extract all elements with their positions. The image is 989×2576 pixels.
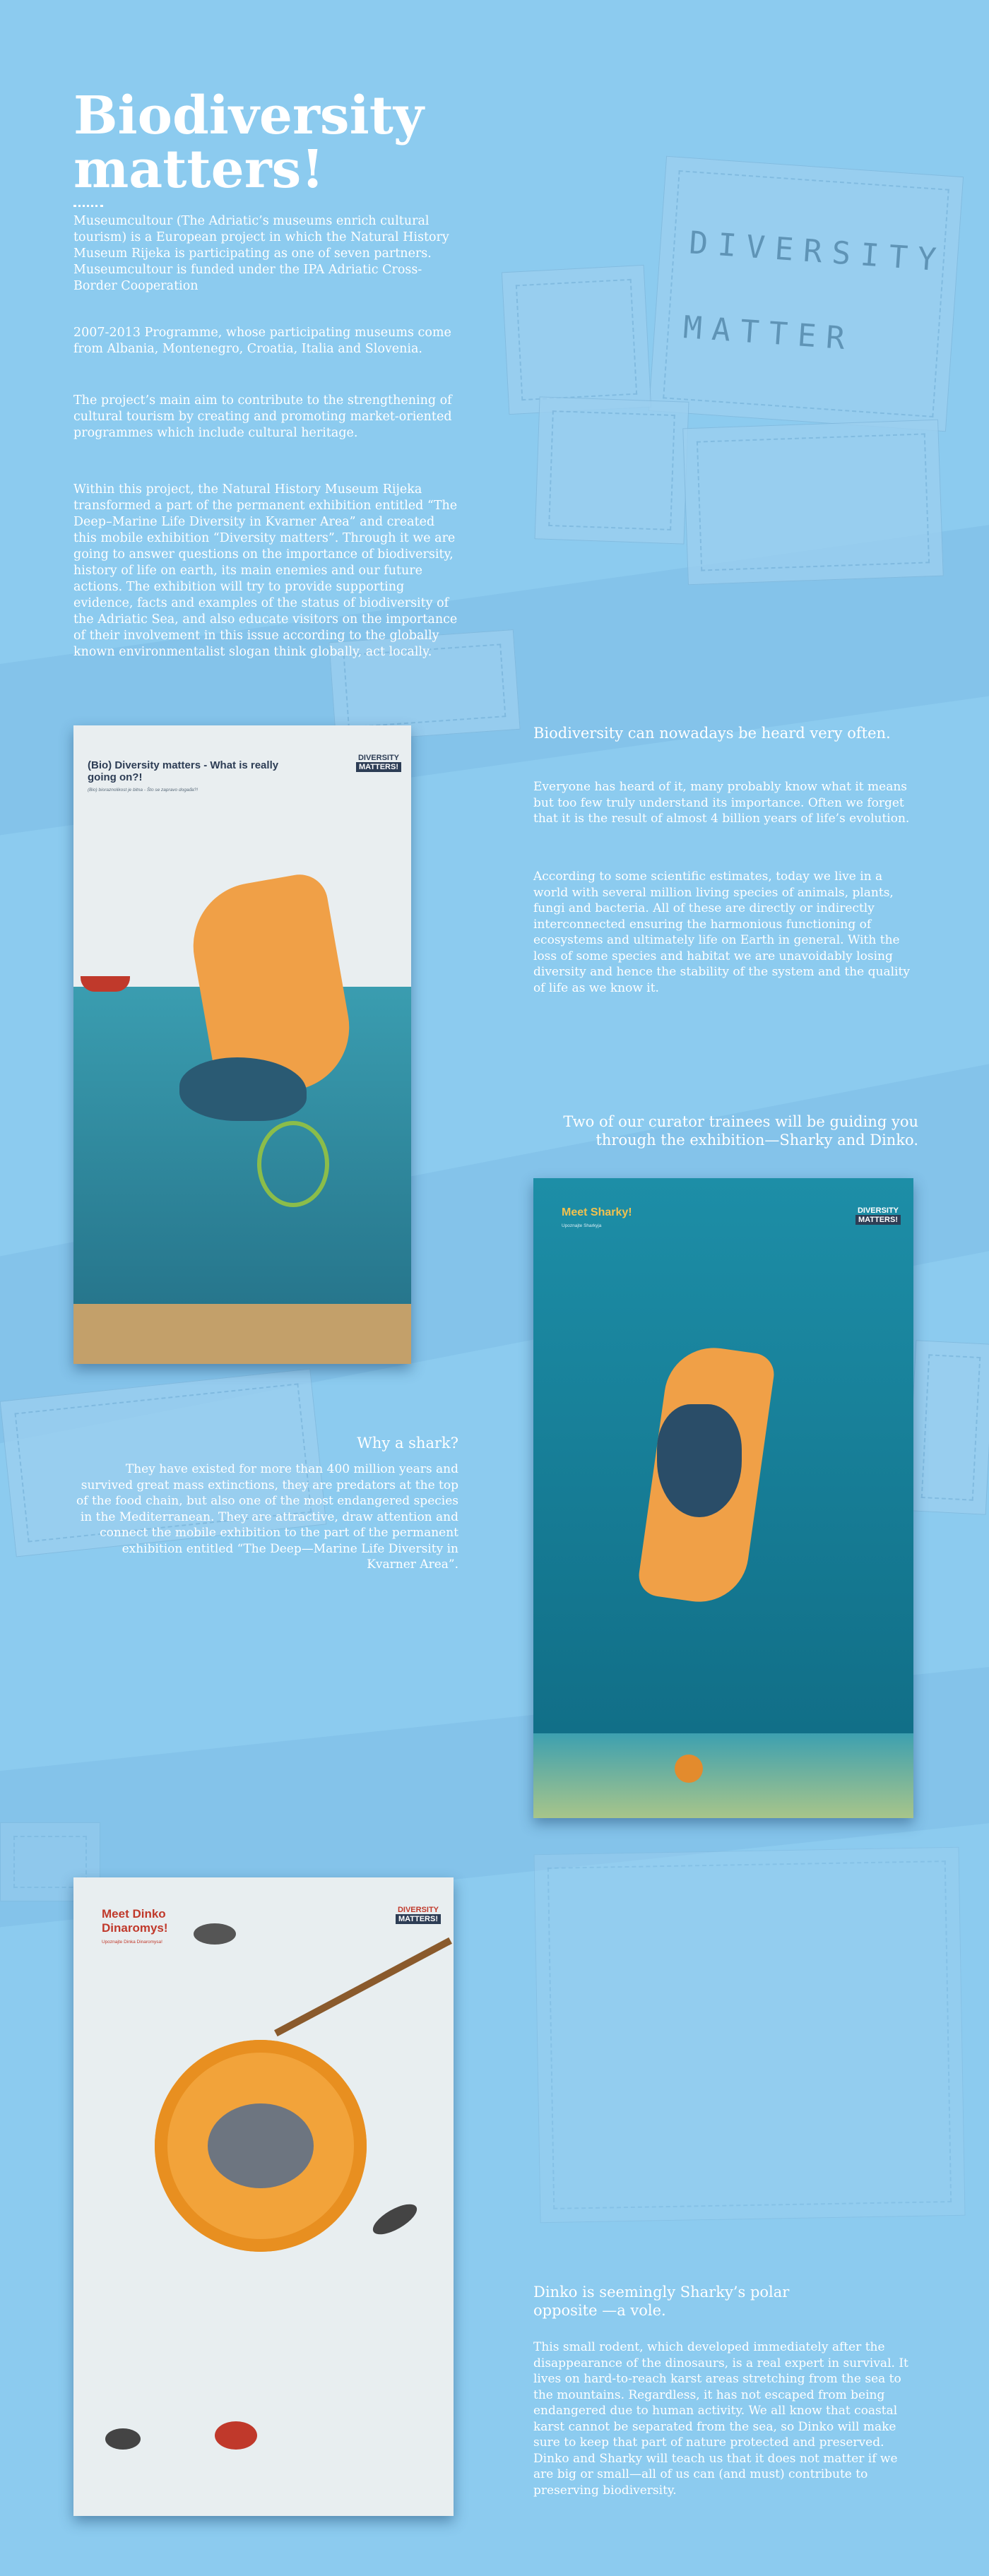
sketch-lettering — [649, 156, 964, 432]
poster-meet-dinko — [73, 1877, 454, 2516]
sketch-thumbnail — [502, 265, 651, 415]
diversity-matters-badge — [356, 754, 401, 772]
poster-title-line1: Meet Dinko — [102, 1907, 166, 1921]
shark-heading: Why a shark? — [357, 1435, 458, 1452]
poster-diversity-matters — [73, 725, 411, 1364]
poster-subtitle: Upoznajte Dinka Dinaromysa! — [102, 1940, 162, 1945]
branch-illustration — [274, 1937, 452, 2036]
intro-paragraph-2: 2007-2013 Programme, whose participating museums come from Albania, Montenegro, Croatia, Italia and Slovenia. — [73, 326, 451, 356]
poster-meet-sharky — [533, 1178, 913, 1818]
badge-bottom: MATTERS! — [356, 762, 401, 772]
diver-helmet-illustration — [675, 1755, 703, 1783]
sketch-thumbnail — [682, 420, 944, 585]
ship-illustration — [81, 976, 130, 992]
diversity-matters-badge — [855, 1206, 901, 1225]
poster-title: (Bio) Diversity matters - What is really going on?! — [88, 759, 279, 783]
biodiversity-heading: Biodiversity can nowadays be heard very often. — [533, 725, 891, 742]
dinko-paragraph: This small rodent, which developed immediately after the disappearance of the dinosaurs, is a real expert in survival. It lives on hard-to-reach karst areas stretching from the sea to the mountains. Regardless, it has not escaped from being endangered due to human activity. We all know that coastal karst cannot be separated from the sea, so Dinko will make sure to keep that part of nature protected and preserved. Dinko and Sharky will teach us that it does not matter if we are big or small—all of us can (and must) contribute to preserving biodiversity. — [533, 2340, 908, 2498]
diversity-matters-badge — [396, 1906, 441, 1924]
poster-subtitle: (Bio) bioraznolikost je bitna - Što se zapravo događa?! — [88, 788, 199, 793]
page-title-line1: Biodiversity — [73, 85, 424, 146]
intro-paragraph-4: Within this project, the Natural History Museum Rijeka transformed a part of the permanent exhibition entitled “The Deep–Marine Life Diversity in Kvarner Area” and created this mobile exhibition “Diversity matters”. Through it we are going to answer questions on the importance of biodiversity, history of life on earth, its main enemies and our future actions. The exhibition will try to provide supporting evidence, facts and examples of the status of biodiversity of the Adriatic Sea, and also educate visitors on the importance of their involvement in this issue according to the globally known environmentalist slogan think globally, act locally. — [73, 482, 458, 659]
poster-title — [102, 1907, 168, 1935]
biodiversity-paragraph-2: According to some scientific estimates, today we live in a world with several million living species of animals, plants, fungi and bacteria. All of these are directly or indirectly interconnected ensuring the harmonious functioning of ecosystems and ultimately life on Earth in general. With the loss of some species and habitat we are unavoidably losing diversity and hence the stability of the system and the quality of life as we know it. — [533, 869, 910, 995]
biodiversity-paragraph-1: Everyone has heard of it, many probably know what it means but too few truly understand its importance. Often we forget that it is the result of almost 4 billion years of life’s evolution. — [533, 780, 910, 826]
title-divider — [73, 205, 103, 207]
intro-paragraph-1: Museumcultour (The Adriatic’s museums enrich cultural tourism) is a European project in which the Natural History Museum Rijeka is participating as one of seven partners. Museumcultour is funded under the IPA Adriatic Cross-Border Cooperation — [73, 214, 449, 293]
shark-paragraph: They have existed for more than 400 million years and survived great mass extinctions, they are predators at the top of the food chain, but also one of the most endangered species in the Mediterranean. They are attractive, draw attention and connect the mobile exhibition to the part of the permanent exhibition entitled “The Deep—Marine Life Diversity in Kvarner Area”. — [76, 1462, 458, 1572]
sketch-thumbnail — [535, 396, 689, 544]
poster-title-line2: Dinaromys! — [102, 1921, 168, 1935]
badge-top: DIVERSITY — [857, 1206, 899, 1215]
bird-illustration — [194, 1923, 236, 1945]
dinko-heading: Dinko is seemingly Sharky’s polar opposite —a vole. — [533, 2284, 790, 2319]
poster-seafloor — [73, 1304, 411, 1364]
badge-bottom: MATTERS! — [396, 1914, 441, 1924]
sketch-lettering-text: DIVERSITY MATTER — [682, 225, 947, 357]
page-title — [73, 85, 424, 200]
sketch-thumbnail — [907, 1340, 989, 1515]
bird-illustration — [369, 2198, 422, 2240]
vole-illustration — [208, 2103, 314, 2188]
intro-paragraph-3: The project’s main aim to contribute to the strengthening of cultural tourism by creating and promoting market-oriented programmes which include cultural heritage. — [73, 393, 452, 440]
badge-top: DIVERSITY — [397, 1906, 439, 1914]
poster-seafloor — [533, 1733, 913, 1818]
badge-bottom: MATTERS! — [855, 1215, 901, 1225]
bird-illustration — [215, 2421, 257, 2450]
lizard-illustration — [257, 1121, 329, 1207]
curators-heading: Two of our curator trainees will be guiding you through the exhibition—Sharky and Dinko. — [563, 1113, 918, 1148]
shark-illustration — [657, 1404, 742, 1517]
poster-title: Meet Sharky! — [562, 1206, 632, 1218]
bird-illustration — [105, 2428, 141, 2450]
sketch-dinko — [533, 1847, 965, 2223]
badge-top: DIVERSITY — [357, 754, 400, 762]
poster-subtitle: Upoznajte Sharkyja — [562, 1223, 602, 1228]
page-title-line2: matters! — [73, 139, 324, 200]
